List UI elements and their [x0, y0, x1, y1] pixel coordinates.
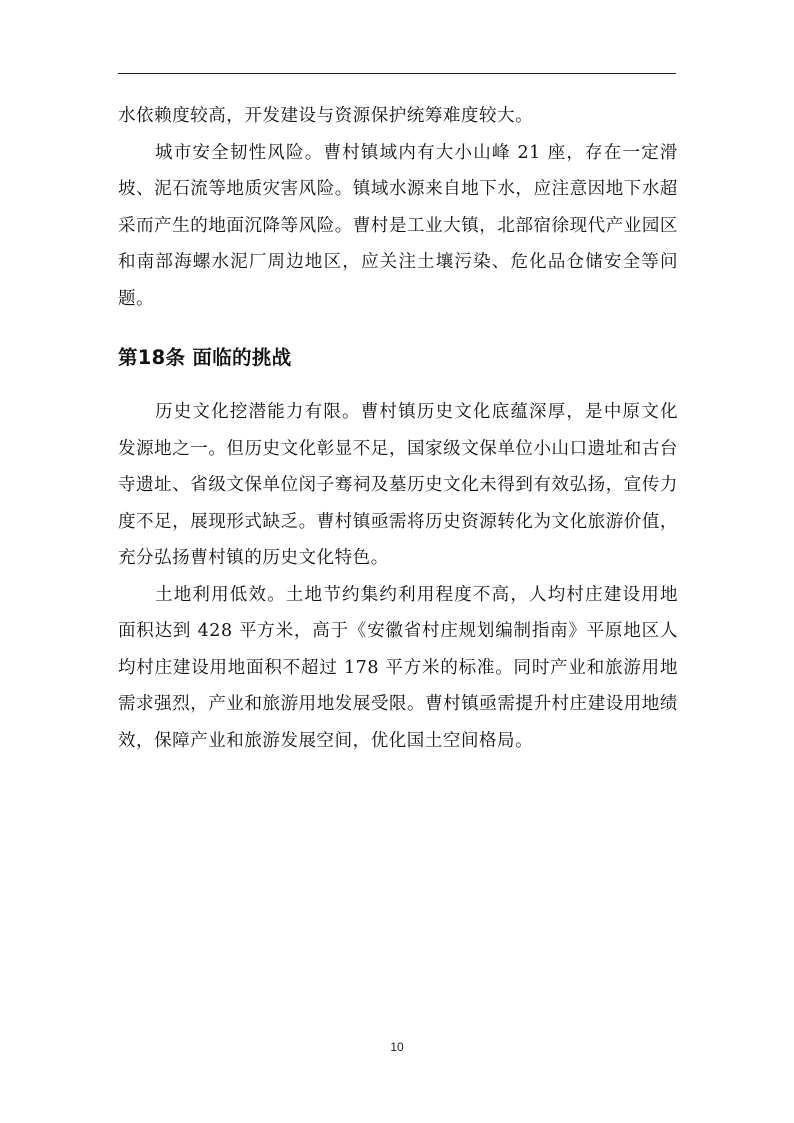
paragraph-urban-safety-risk: 城市安全韧性风险。曹村镇域内有大小山峰 21 座，存在一定滑坡、泥石流等地质灾害风险。镇域水源来自地下水，应注意因地下水超采而产生的地面沉降等风险。曹村是工业大镇，北部宿徐现代产业园区和南部海螺水泥厂周边地区，应关注土壤污染、危化品仓储安全等问题。 [118, 142, 678, 309]
paragraph-continuation: 水依赖度较高，开发建设与资源保护统筹难度较大。 [118, 106, 534, 126]
section-heading: 第18条 面临的挑战 [118, 346, 292, 369]
paragraph-historical-culture: 历史文化挖潜能力有限。曹村镇历史文化底蕴深厚，是中原文化发源地之一。但历史文化彰显不足，国家级文保单位小山口遗址和古台寺遗址、省级文保单位闵子骞祠及墓历史文化未得到有效弘扬，宣传力度不足，展现形式缺乏。曹村镇亟需将历史资源转化为文化旅游价值，充分弘扬曹村镇的历史文化特色。 [118, 402, 678, 568]
page-number: 10 [390, 1040, 404, 1054]
header-rule [118, 73, 676, 74]
paragraph-land-use: 土地利用低效。土地节约集约利用程度不高，人均村庄建设用地面积达到 428 平方米，高于《安徽省村庄规划编制指南》平原地区人均村庄建设用地面积不超过 178 平方米的标准。同时产业和旅游用地需求强烈，产业和旅游用地发展受限。曹村镇亟需提升村庄建设用地绩效，保障产业和旅游发展空间，优化国土空间格局。 [118, 584, 678, 751]
page-body [118, 98, 678, 759]
